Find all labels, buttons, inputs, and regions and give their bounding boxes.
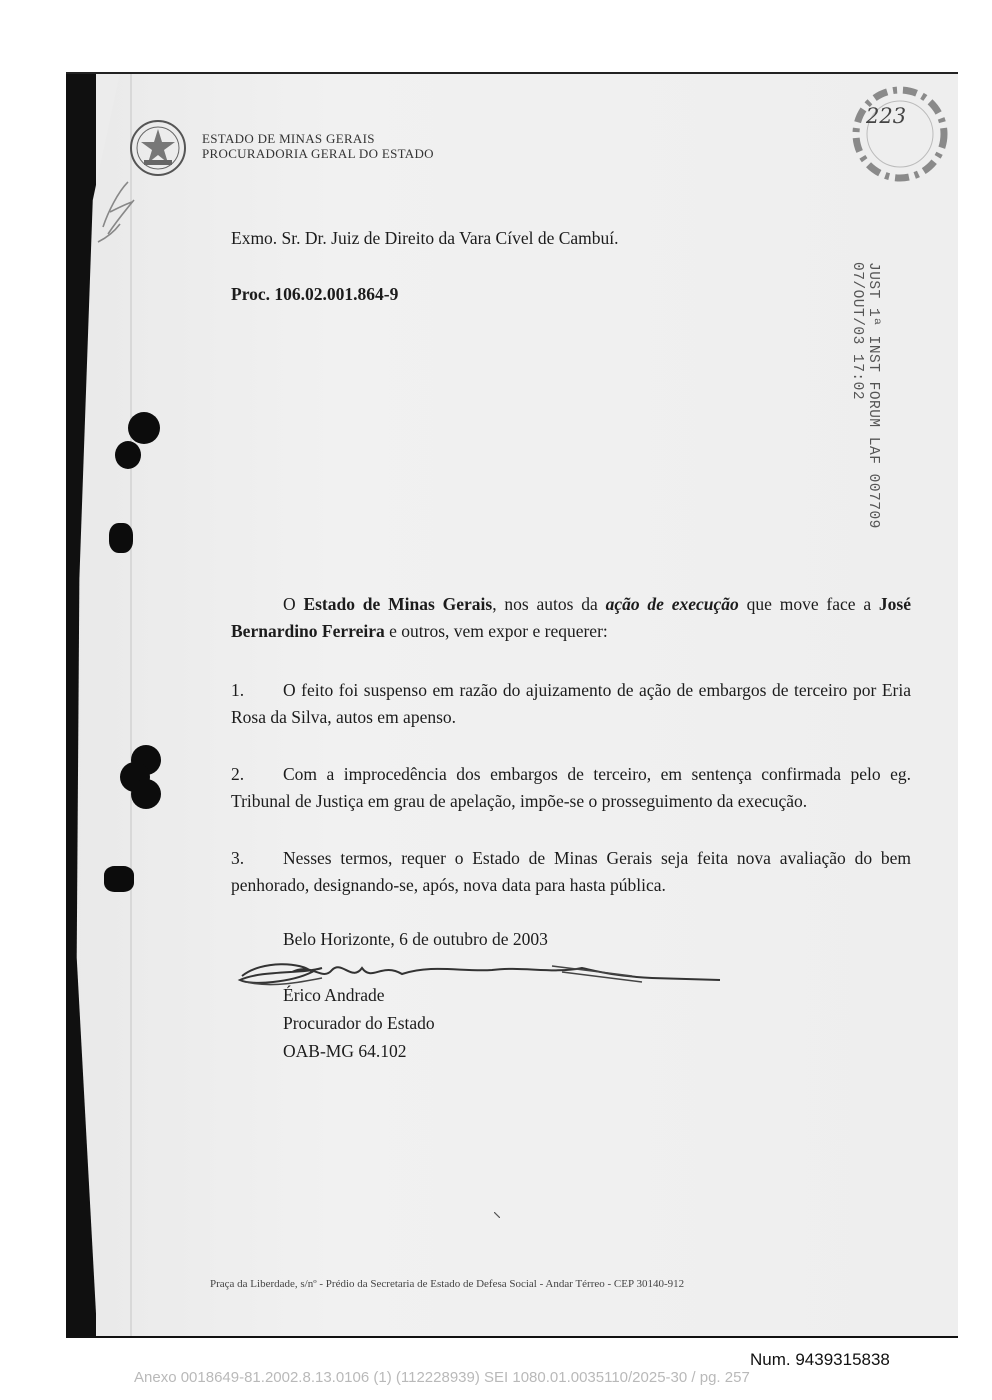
item-1: 1. O feito foi suspenso em razão do ajuizamento de ação de embargos de terceiro por Eria Rosa da Silva, autos em apenso. bbox=[231, 680, 911, 727]
document-number: Num. 9439315838 bbox=[750, 1350, 890, 1369]
scan-speck bbox=[494, 1212, 500, 1218]
punch-hole bbox=[131, 779, 161, 809]
item-3: 3. Nesses termos, requer o Estado de Minas Gerais seja feita nova avaliação do bem penhorado, designando-se, após, nova data para hasta pública. bbox=[231, 848, 911, 895]
date-line: Belo Horizonte, 6 de outubro de 2003 bbox=[283, 929, 548, 949]
page-number-handwritten: 223 bbox=[866, 104, 907, 128]
handwritten-initials-icon bbox=[88, 172, 144, 252]
punch-hole bbox=[128, 412, 160, 444]
header-office: PROCURADORIA GERAL DO ESTADO bbox=[202, 146, 434, 161]
addressee: Exmo. Sr. Dr. Juiz de Direito da Vara Cível de Cambuí. bbox=[231, 228, 619, 248]
protocol-vertical-stamp: JUST 1ª INST FORUM LAF 007709 07/OUT/03 17:02 bbox=[849, 262, 881, 529]
punch-hole bbox=[104, 866, 134, 892]
signer-name: Érico Andrade bbox=[283, 985, 385, 1005]
intro-paragraph: O Estado de Minas Gerais, nos autos da ação de execução que move face a José Bernardino Ferreira e outros, vem expor e requerer: bbox=[231, 594, 911, 641]
signer-title: Procurador do Estado bbox=[283, 1013, 435, 1033]
coat-of-arms-icon bbox=[128, 118, 188, 178]
protocol-stamp-icon bbox=[838, 82, 956, 190]
annex-reference: Anexo 0018649-81.2002.8.13.0106 (1) (112228939) SEI 1080.01.0035110/2025-30 / pg. 257 bbox=[134, 1369, 750, 1386]
punch-hole bbox=[115, 441, 141, 469]
signer-oab: OAB-MG 64.102 bbox=[283, 1041, 407, 1061]
fold-line bbox=[130, 74, 132, 1336]
item-2: 2. Com a improcedência dos embargos de terceiro, em sentença confirmada pelo eg. Tribunal de Justiça em grau de apelação, impõe-se o prosseguimento da execução. bbox=[231, 764, 911, 811]
header-state: ESTADO DE MINAS GERAIS bbox=[202, 131, 375, 146]
punch-hole bbox=[109, 523, 133, 553]
process-number: Proc. 106.02.001.864-9 bbox=[231, 284, 399, 304]
page-footer-address: Praça da Liberdade, s/nº - Prédio da Secretaria de Estado de Defesa Social - Andar Térreo - CEP 30140-912 bbox=[210, 1278, 685, 1290]
